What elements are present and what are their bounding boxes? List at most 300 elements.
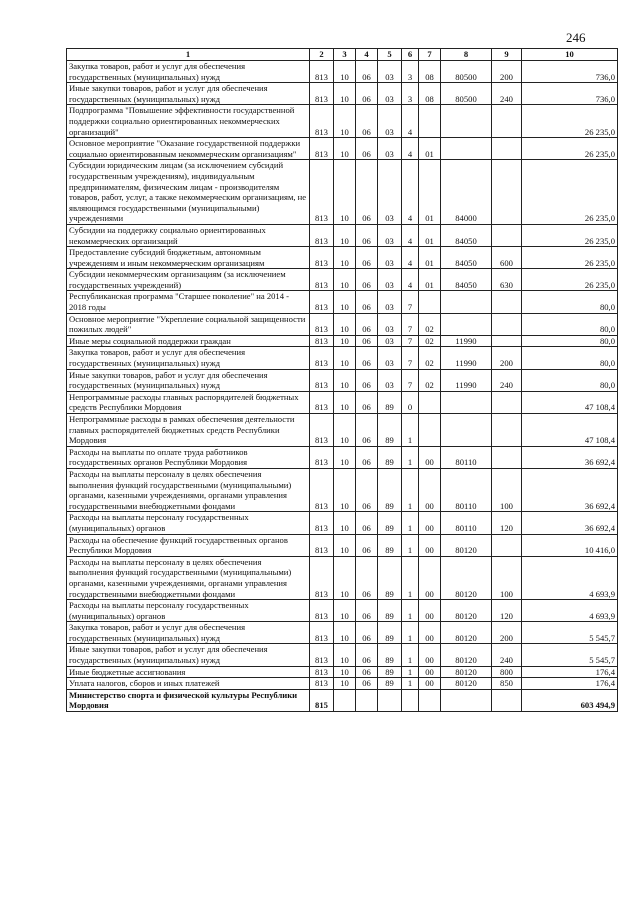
code-direction: 11990 [441,335,492,347]
code-event: 00 [419,666,441,678]
table-row [67,247,618,269]
code-subsection: 06 [356,534,378,556]
row-amount: 5 545,7 [522,622,618,644]
row-name: Субсидии юридическим лицам (за исключением субсидий государственным учреждениям), индивидуальным предпринимателям, физическим лицам - производителям товаров, работ, услуг, а также некоммерческим организациям, не являющимся государственными (муниципальными) учреждениями [67,160,310,225]
code-program: 03 [378,160,402,225]
code-ministry: 813 [310,391,334,413]
code-program: 03 [378,313,402,335]
code-subprogram: 1 [402,600,419,622]
table-row [67,534,618,556]
code-subprogram: 4 [402,269,419,291]
table-row [67,335,618,347]
row-amount: 36 692,4 [522,468,618,511]
code-subsection: 06 [356,369,378,391]
row-amount: 176,4 [522,666,618,678]
code-subprogram: 1 [402,468,419,511]
code-section: 10 [334,369,356,391]
column-header: 3 [334,49,356,61]
code-subprogram: 3 [402,83,419,105]
code-subsection: 06 [356,335,378,347]
column-header: 1 [67,49,310,61]
code-subprogram: 1 [402,556,419,599]
code-subprogram: 1 [402,644,419,666]
code-subsection: 06 [356,269,378,291]
row-amount: 26 235,0 [522,224,618,246]
code-ministry: 813 [310,666,334,678]
code-direction: 80110 [441,446,492,468]
code-section: 10 [334,622,356,644]
code-ministry: 813 [310,678,334,690]
code-expense-type [492,534,522,556]
code-section: 10 [334,224,356,246]
code-subprogram: 4 [402,105,419,138]
table-row [67,446,618,468]
code-expense-type: 200 [492,622,522,644]
row-amount: 26 235,0 [522,138,618,160]
row-name: Подпрограмма "Повышение эффективности государственной поддержки социально ориентированных некоммерческих организаций" [67,105,310,138]
code-ministry: 813 [310,313,334,335]
code-expense-type [492,160,522,225]
code-section: 10 [334,678,356,690]
code-ministry: 813 [310,512,334,534]
code-program: 89 [378,644,402,666]
code-program: 89 [378,678,402,690]
code-subsection: 06 [356,105,378,138]
code-program: 03 [378,291,402,313]
code-ministry: 813 [310,291,334,313]
code-section: 10 [334,556,356,599]
code-ministry: 813 [310,600,334,622]
code-subsection: 06 [356,600,378,622]
code-program: 03 [378,369,402,391]
code-event: 02 [419,369,441,391]
column-header: 5 [378,49,402,61]
code-event: 00 [419,468,441,511]
code-event: 00 [419,556,441,599]
code-program: 03 [378,335,402,347]
row-name: Иные меры социальной поддержки граждан [67,335,310,347]
code-expense-type: 240 [492,83,522,105]
code-section: 10 [334,391,356,413]
row-name: Закупка товаров, работ и услуг для обеспечения государственных (муниципальных) нужд [67,347,310,369]
code-ministry: 813 [310,247,334,269]
table-row [67,600,618,622]
row-amount: 80,0 [522,313,618,335]
code-direction [441,313,492,335]
code-subsection: 06 [356,83,378,105]
code-section: 10 [334,335,356,347]
code-expense-type [492,446,522,468]
column-header: 4 [356,49,378,61]
row-name: Республиканская программа "Старшее поколение" на 2014 - 2018 годы [67,291,310,313]
code-program: 89 [378,666,402,678]
code-direction: 80120 [441,534,492,556]
code-section: 10 [334,446,356,468]
table-row [67,313,618,335]
code-subsection: 06 [356,61,378,83]
code-subsection: 06 [356,678,378,690]
code-subprogram: 7 [402,291,419,313]
code-section: 10 [334,138,356,160]
code-event [419,105,441,138]
code-direction: 11990 [441,369,492,391]
column-header: 8 [441,49,492,61]
row-amount: 736,0 [522,83,618,105]
code-event: 00 [419,644,441,666]
table-body [67,61,618,712]
code-subprogram: 4 [402,224,419,246]
code-section: 10 [334,269,356,291]
row-name: Основное мероприятие "Оказание государственной поддержки социально ориентированным некоммерческим организациям" [67,138,310,160]
code-direction: 84050 [441,269,492,291]
code-subsection: 06 [356,468,378,511]
code-event: 00 [419,512,441,534]
code-ministry: 813 [310,269,334,291]
code-event: 01 [419,138,441,160]
column-header: 7 [419,49,441,61]
table-row [67,468,618,511]
row-amount: 26 235,0 [522,269,618,291]
code-section: 10 [334,105,356,138]
row-amount: 47 108,4 [522,414,618,447]
code-subsection: 06 [356,224,378,246]
code-section: 10 [334,666,356,678]
code-expense-type: 100 [492,556,522,599]
code-program: 89 [378,534,402,556]
code-event: 08 [419,83,441,105]
code-expense-type: 800 [492,666,522,678]
code-subprogram: 7 [402,335,419,347]
table-row [67,369,618,391]
code-direction: 80500 [441,83,492,105]
row-name: Непрограммные расходы в рамках обеспечения деятельности главных распорядителей бюджетных средств Республики Мордовия [67,414,310,447]
code-event [419,414,441,447]
row-amount: 80,0 [522,369,618,391]
code-event: 01 [419,269,441,291]
code-section: 10 [334,83,356,105]
code-program: 03 [378,105,402,138]
code-event: 02 [419,335,441,347]
code-expense-type [492,224,522,246]
code-direction: 80120 [441,622,492,644]
code-direction: 80120 [441,556,492,599]
code-ministry: 815 [310,689,334,711]
code-section: 10 [334,534,356,556]
code-expense-type: 200 [492,347,522,369]
code-subprogram: 1 [402,446,419,468]
row-amount: 10 416,0 [522,534,618,556]
code-subprogram: 1 [402,678,419,690]
code-event: 01 [419,160,441,225]
code-subprogram [402,689,419,711]
code-expense-type: 100 [492,468,522,511]
row-amount: 26 235,0 [522,247,618,269]
code-subprogram: 1 [402,666,419,678]
page-number: 246 [566,30,586,45]
code-event: 02 [419,313,441,335]
table-row [67,556,618,599]
table-row [67,160,618,225]
table-row [67,512,618,534]
code-direction: 84050 [441,224,492,246]
row-name: Расходы на выплаты персоналу государственных (муниципальных) органов [67,600,310,622]
code-program: 89 [378,446,402,468]
code-section: 10 [334,468,356,511]
code-program: 03 [378,347,402,369]
code-subprogram: 3 [402,61,419,83]
code-expense-type: 200 [492,61,522,83]
row-name: Расходы на обеспечение функций государственных органов Республики Мордовия [67,534,310,556]
table-row [67,689,618,711]
code-program: 89 [378,600,402,622]
code-section: 10 [334,291,356,313]
code-program: 03 [378,247,402,269]
code-expense-type [492,138,522,160]
row-amount: 736,0 [522,61,618,83]
row-amount: 80,0 [522,335,618,347]
code-expense-type [492,291,522,313]
code-ministry: 813 [310,61,334,83]
code-direction [441,391,492,413]
row-amount: 603 494,9 [522,689,618,711]
code-subsection: 06 [356,160,378,225]
code-event: 00 [419,534,441,556]
code-ministry: 813 [310,105,334,138]
row-name: Расходы на выплаты персоналу государственных (муниципальных) органов [67,512,310,534]
code-subsection: 06 [356,446,378,468]
code-program: 03 [378,138,402,160]
code-subsection: 06 [356,414,378,447]
row-amount: 4 693,9 [522,600,618,622]
table-row [67,622,618,644]
code-section: 10 [334,61,356,83]
code-section: 10 [334,512,356,534]
code-ministry: 813 [310,335,334,347]
code-ministry: 813 [310,347,334,369]
code-section: 10 [334,160,356,225]
row-amount: 26 235,0 [522,105,618,138]
code-event: 02 [419,347,441,369]
code-subsection: 06 [356,313,378,335]
code-section: 10 [334,313,356,335]
row-name: Субсидии некоммерческим организациям (за исключением государственных учреждений) [67,269,310,291]
code-ministry: 813 [310,224,334,246]
row-amount: 36 692,4 [522,512,618,534]
column-header: 9 [492,49,522,61]
code-ministry: 813 [310,369,334,391]
code-ministry: 813 [310,160,334,225]
code-direction [441,689,492,711]
row-name: Расходы на выплаты персоналу в целях обеспечения выполнения функций государственными (муниципальными) органами, казенными учреждениями, органами управления государственными внебюджетными фондами [67,556,310,599]
code-program: 03 [378,269,402,291]
table-row [67,224,618,246]
code-subprogram: 4 [402,138,419,160]
code-subprogram: 1 [402,534,419,556]
code-direction: 84050 [441,247,492,269]
row-name: Иные закупки товаров, работ и услуг для обеспечения государственных (муниципальных) нужд [67,369,310,391]
code-event [419,391,441,413]
code-ministry: 813 [310,622,334,644]
code-program: 89 [378,414,402,447]
code-subsection [356,689,378,711]
code-direction: 80120 [441,666,492,678]
code-program: 03 [378,224,402,246]
code-direction: 80500 [441,61,492,83]
table-row [67,83,618,105]
code-direction: 80120 [441,600,492,622]
code-expense-type: 240 [492,644,522,666]
code-event: 01 [419,247,441,269]
code-program: 89 [378,622,402,644]
row-name: Расходы на выплаты персоналу в целях обеспечения выполнения функций государственными (муниципальными) органами, казенными учреждениями, органами управления государственными внебюджетными фондами [67,468,310,511]
column-header: 10 [522,49,618,61]
code-expense-type [492,313,522,335]
code-section [334,689,356,711]
code-subsection: 06 [356,291,378,313]
code-expense-type [492,414,522,447]
code-program: 89 [378,556,402,599]
code-event: 00 [419,678,441,690]
row-amount: 47 108,4 [522,391,618,413]
table-row [67,644,618,666]
code-subprogram: 1 [402,622,419,644]
row-name: Министерство спорта и физической культуры Республики Мордовия [67,689,310,711]
code-event: 00 [419,600,441,622]
code-subsection: 06 [356,556,378,599]
code-program: 89 [378,391,402,413]
code-subsection: 06 [356,138,378,160]
code-direction [441,291,492,313]
row-name: Непрограммные расходы главных распорядителей бюджетных средств Республики Мордовия [67,391,310,413]
row-amount: 5 545,7 [522,644,618,666]
code-subsection: 06 [356,391,378,413]
code-ministry: 813 [310,83,334,105]
code-program [378,689,402,711]
code-subprogram: 4 [402,160,419,225]
code-ministry: 813 [310,468,334,511]
code-expense-type: 600 [492,247,522,269]
code-program: 03 [378,61,402,83]
code-ministry: 813 [310,414,334,447]
code-subprogram: 7 [402,313,419,335]
code-section: 10 [334,247,356,269]
code-direction: 80120 [441,644,492,666]
row-name: Иные закупки товаров, работ и услуг для обеспечения государственных (муниципальных) нужд [67,644,310,666]
code-event: 01 [419,224,441,246]
code-program: 03 [378,83,402,105]
row-name: Субсидии на поддержку социально ориентированных некоммерческих организаций [67,224,310,246]
code-expense-type [492,391,522,413]
code-subprogram: 1 [402,414,419,447]
code-program: 89 [378,468,402,511]
code-expense-type: 630 [492,269,522,291]
code-direction: 84000 [441,160,492,225]
table-row [67,61,618,83]
row-name: Закупка товаров, работ и услуг для обеспечения государственных (муниципальных) нужд [67,622,310,644]
code-subprogram: 7 [402,369,419,391]
code-program: 89 [378,512,402,534]
table-row [67,414,618,447]
code-subprogram: 0 [402,391,419,413]
code-event: 00 [419,622,441,644]
table-row [67,347,618,369]
row-amount: 80,0 [522,291,618,313]
row-name: Уплата налогов, сборов и иных платежей [67,678,310,690]
column-header: 2 [310,49,334,61]
table-row [67,291,618,313]
code-section: 10 [334,644,356,666]
code-expense-type: 850 [492,678,522,690]
code-event: 00 [419,446,441,468]
row-name: Предоставление субсидий бюджетным, автономным учреждениям и иным некоммерческим организациям [67,247,310,269]
code-direction: 11990 [441,347,492,369]
code-subsection: 06 [356,512,378,534]
table-row [67,138,618,160]
code-section: 10 [334,347,356,369]
code-section: 10 [334,600,356,622]
code-direction: 80110 [441,512,492,534]
code-subprogram: 7 [402,347,419,369]
row-amount: 36 692,4 [522,446,618,468]
code-ministry: 813 [310,446,334,468]
row-name: Иные бюджетные ассигнования [67,666,310,678]
code-subsection: 06 [356,622,378,644]
table-row [67,678,618,690]
code-subsection: 06 [356,666,378,678]
row-amount: 4 693,9 [522,556,618,599]
code-subprogram: 1 [402,512,419,534]
code-ministry: 813 [310,138,334,160]
code-ministry: 813 [310,644,334,666]
code-expense-type: 240 [492,369,522,391]
table-row [67,666,618,678]
code-direction [441,105,492,138]
code-event [419,689,441,711]
table-header-row [67,49,618,61]
code-subsection: 06 [356,347,378,369]
code-direction: 80110 [441,468,492,511]
table-row [67,391,618,413]
row-name: Расходы на выплаты по оплате труда работников государственных органов Республики Мордовия [67,446,310,468]
row-name: Закупка товаров, работ и услуг для обеспечения государственных (муниципальных) нужд [67,61,310,83]
code-expense-type [492,105,522,138]
code-subprogram: 4 [402,247,419,269]
code-event [419,291,441,313]
row-amount: 80,0 [522,347,618,369]
row-amount: 176,4 [522,678,618,690]
budget-table [66,48,618,712]
code-section: 10 [334,414,356,447]
table-row [67,269,618,291]
code-expense-type [492,335,522,347]
code-direction: 80120 [441,678,492,690]
code-ministry: 813 [310,534,334,556]
row-amount: 26 235,0 [522,160,618,225]
table-row [67,105,618,138]
row-name: Основное мероприятие "Укрепление социальной защищенности пожилых людей" [67,313,310,335]
code-expense-type: 120 [492,600,522,622]
code-event: 08 [419,61,441,83]
code-subsection: 06 [356,644,378,666]
code-direction [441,138,492,160]
row-name: Иные закупки товаров, работ и услуг для обеспечения государственных (муниципальных) нужд [67,83,310,105]
code-subsection: 06 [356,247,378,269]
code-direction [441,414,492,447]
column-header: 6 [402,49,419,61]
code-expense-type [492,689,522,711]
code-ministry: 813 [310,556,334,599]
code-expense-type: 120 [492,512,522,534]
